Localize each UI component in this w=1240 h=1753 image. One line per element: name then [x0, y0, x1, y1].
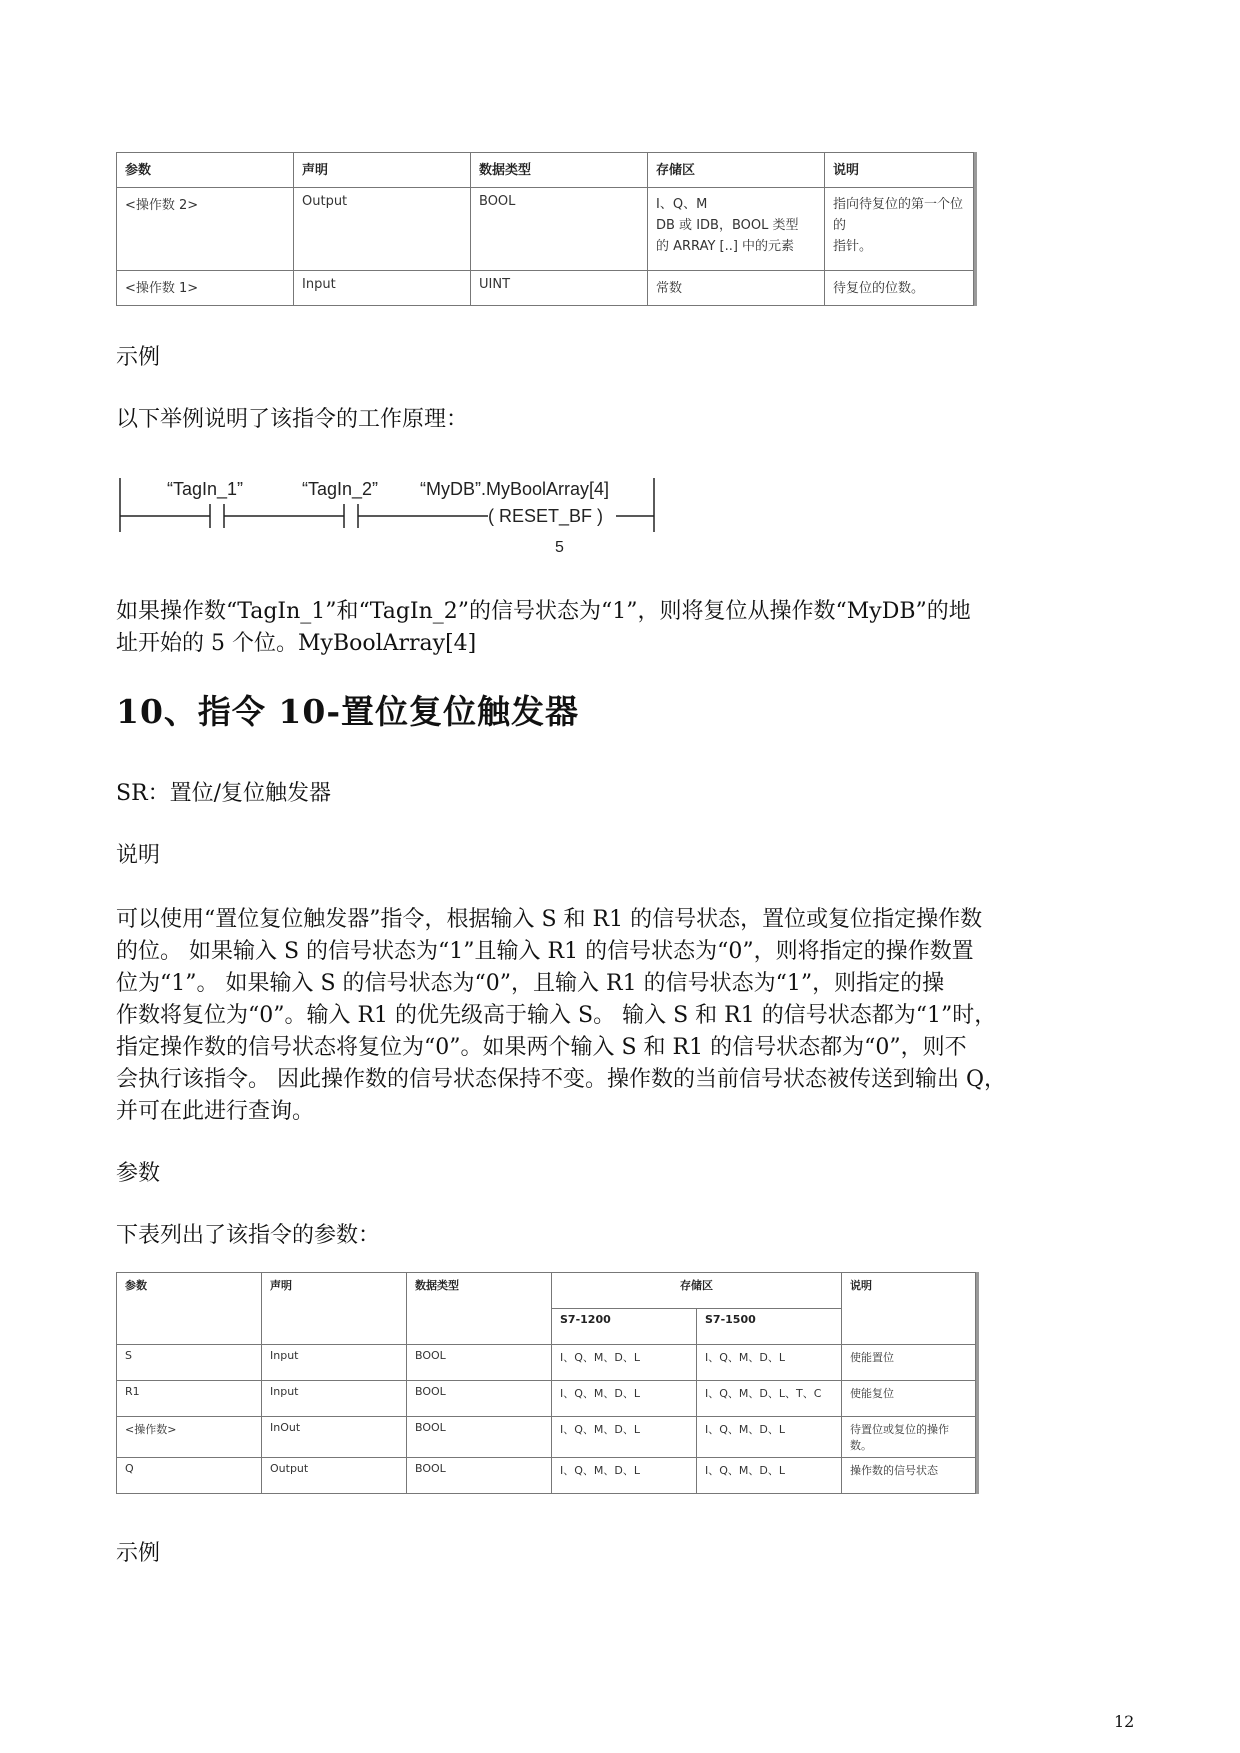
table-cell: Output	[262, 1458, 407, 1494]
reset-bf-coil: ( RESET_BF )	[488, 506, 604, 526]
table-cell: <操作数 2>	[117, 188, 294, 271]
desc-line: 指针。	[833, 239, 873, 254]
table-cell: BOOL	[407, 1345, 552, 1381]
example-label: 示例	[116, 1541, 161, 1566]
table-cell: Input	[294, 271, 471, 306]
example-intro: 以下举例说明了该指令的工作原理：	[116, 407, 469, 432]
parameters-intro: 下表列出了该指令的参数：	[116, 1223, 381, 1248]
table-subheader-cell: S7-1200	[552, 1309, 697, 1345]
sr-title: SR：置位/复位触发器	[116, 781, 332, 806]
table-cell	[648, 188, 825, 271]
parameters-label: 参数	[116, 1161, 161, 1186]
table-cell: BOOL	[407, 1381, 552, 1417]
parameter-table-reset-bf	[116, 152, 974, 306]
description-line: 可以使用“置位复位触发器”指令，根据输入 S 和 R1 的信号状态，置位或复位指定操作数	[116, 907, 983, 932]
table-header-cell: 说明	[842, 1273, 976, 1345]
description-line: 会执行该指令。 因此操作数的信号状态保持不变。操作数的当前信号状态被传送到输出 Q，	[116, 1067, 1007, 1092]
table-cell: 使能置位	[842, 1345, 976, 1381]
table-cell: I、Q、M、D、L	[552, 1381, 697, 1417]
description-line: 并可在此进行查询。	[116, 1099, 315, 1124]
table-header-cell: 数据类型	[407, 1273, 552, 1345]
table-header-cell: 参数	[117, 1273, 262, 1345]
table-cell: S	[117, 1345, 262, 1381]
storage-line: DB 或 IDB，BOOL 类型	[656, 218, 799, 233]
table-cell: Input	[262, 1345, 407, 1381]
table-cell: I、Q、M、D、L	[697, 1458, 842, 1494]
storage-line: 的 ARRAY [..] 中的元素	[656, 239, 795, 254]
table-header-cell: 声明	[262, 1273, 407, 1345]
table-cell: Input	[262, 1381, 407, 1417]
table-cell: BOOL	[471, 188, 648, 271]
table-row	[117, 1458, 976, 1494]
table-row	[117, 1345, 976, 1381]
table-header-cell: 声明	[294, 153, 471, 188]
table-cell: 待复位的位数。	[825, 271, 974, 306]
description-line: 作数将复位为“0”。输入 R1 的优先级高于输入 S。 输入 S 和 R1 的信号状态都为“1”时，	[116, 1003, 997, 1028]
table-row	[117, 188, 974, 271]
table-cell: <操作数 1>	[117, 271, 294, 306]
contact1-label: “TagIn_1”	[167, 479, 244, 499]
table-row	[117, 1417, 976, 1458]
table-header-cell: 说明	[825, 153, 974, 188]
table-cell: Q	[117, 1458, 262, 1494]
coil-operand-label: “MyDB”.MyBoolArray[4]	[420, 479, 610, 499]
table-cell: I、Q、M、D、L	[697, 1345, 842, 1381]
table-header-cell: 数据类型	[471, 153, 648, 188]
storage-line: I、Q、M	[656, 197, 708, 212]
table-cell: R1	[117, 1381, 262, 1417]
table-cell: I、Q、M、D、L	[552, 1458, 697, 1494]
table-header-row	[117, 153, 974, 188]
table-cell: Output	[294, 188, 471, 271]
desc-line: 指向待复位的第一个位的	[833, 197, 964, 233]
table-cell: BOOL	[407, 1417, 552, 1458]
example-text-line: 址开始的 5 个位。MyBoolArray[4]	[116, 631, 477, 656]
parameter-table-sr	[116, 1272, 976, 1494]
table-cell: I、Q、M、D、L	[697, 1417, 842, 1458]
table-cell	[825, 188, 974, 271]
description-label: 说明	[116, 843, 161, 868]
table-subheader-cell: S7-1500	[697, 1309, 842, 1345]
bit-count-label: 5	[555, 539, 564, 556]
table-row	[117, 271, 974, 306]
example-text-line: 如果操作数“TagIn_1”和“TagIn_2”的信号状态为“1”，则将复位从操作数“MyDB”的地	[116, 599, 971, 624]
table-cell: <操作数>	[117, 1417, 262, 1458]
example-label: 示例	[116, 345, 161, 370]
table-header-cell: 存储区	[648, 153, 825, 188]
table-cell: 待置位或复位的操作数。	[842, 1417, 976, 1458]
table-cell: I、Q、M、D、L	[552, 1417, 697, 1458]
table-cell: 使能复位	[842, 1381, 976, 1417]
page-number: 12	[1114, 1712, 1135, 1731]
table-cell: 操作数的信号状态	[842, 1458, 976, 1494]
table-header-row	[117, 1273, 976, 1309]
table-cell: I、Q、M、D、L、T、C	[697, 1381, 842, 1417]
ladder-diagram	[112, 470, 672, 570]
table-cell: I、Q、M、D、L	[552, 1345, 697, 1381]
table-header-cell: 存储区	[552, 1273, 842, 1309]
description-line: 的位。 如果输入 S 的信号状态为“1”且输入 R1 的信号状态为“0”，则将指定的操作数置	[116, 939, 974, 964]
table-cell: BOOL	[407, 1458, 552, 1494]
table-cell: 常数	[648, 271, 825, 306]
description-line: 位为“1”。 如果输入 S 的信号状态为“0”，且输入 R1 的信号状态为“1”，则指定的操	[116, 971, 945, 996]
contact2-label: “TagIn_2”	[302, 479, 379, 499]
table-header-cell: 参数	[117, 153, 294, 188]
table-row	[117, 1381, 976, 1417]
description-line: 指定操作数的信号状态将复位为“0”。如果两个输入 S 和 R1 的信号状态都为“0”，则不	[116, 1035, 967, 1060]
table-cell: InOut	[262, 1417, 407, 1458]
table-cell: UINT	[471, 271, 648, 306]
section-heading: 10、指令 10-置位复位触发器	[116, 692, 580, 731]
